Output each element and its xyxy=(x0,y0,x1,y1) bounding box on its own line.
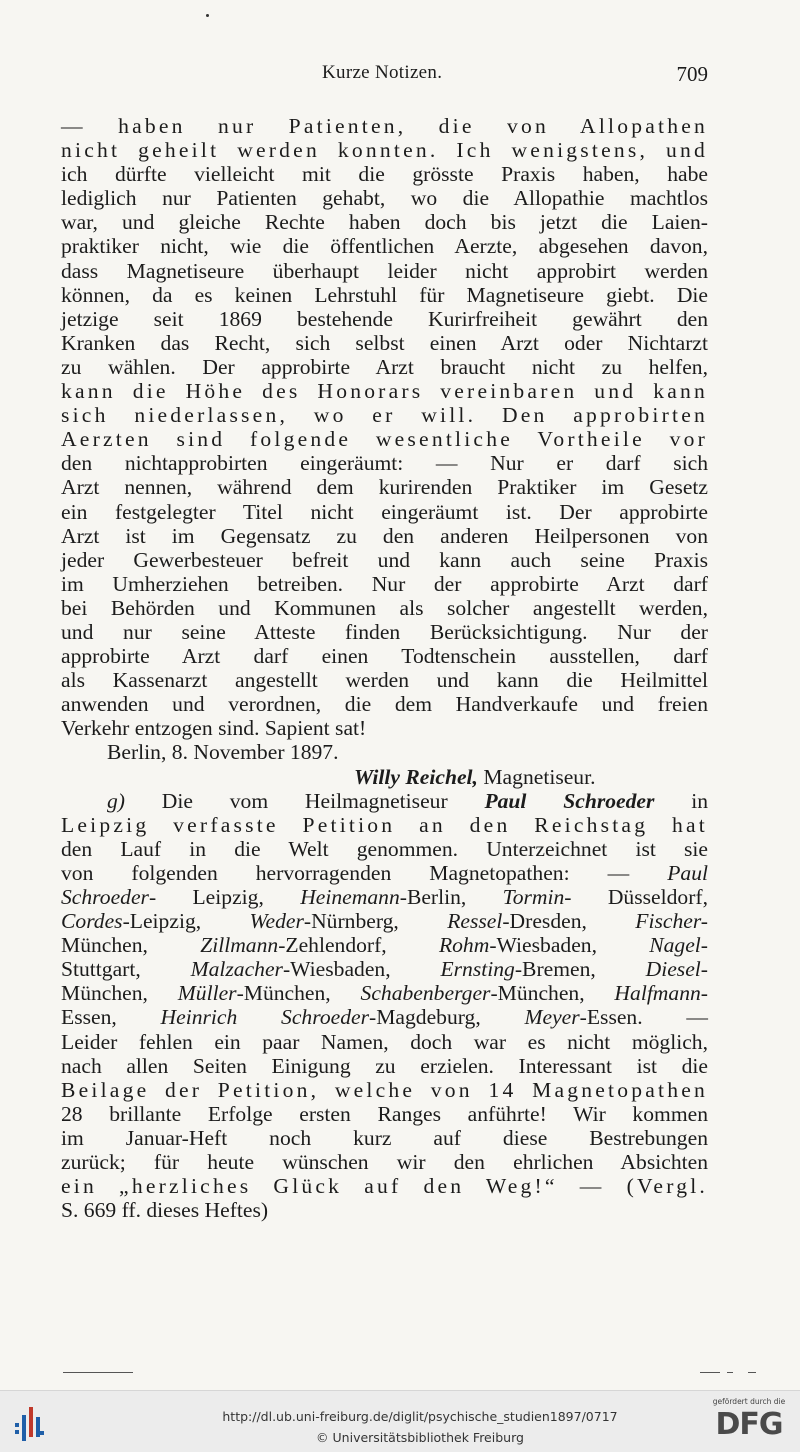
page-header xyxy=(60,62,710,92)
text-line: im Umherziehen betreiben. Nur der approbirte Arzt darf xyxy=(61,571,708,596)
running-title: Kurze Notizen. xyxy=(322,62,443,83)
text-line: jetzige seit 1869 bestehende Kurirfreiheit gewährt den xyxy=(61,306,708,331)
text-line: München, Müller-München, Schabenberger-München, Halfmann- xyxy=(61,981,708,1006)
text-line: Schroeder- Leipzig, Heinemann-Berlin, Tormin- Düsseldorf, xyxy=(61,885,708,909)
text-line: Kranken das Recht, sich selbst einen Arzt oder Nichtarzt xyxy=(61,330,708,355)
text-line: approbirte Arzt darf einen Todtenschein ausstellen, darf xyxy=(61,644,708,669)
signature-line xyxy=(61,765,708,789)
section-label: g) xyxy=(107,788,125,813)
text-line: jeder Gewerbesteuer befreit und kann auch seine Praxis xyxy=(61,547,708,572)
text-line: zu wählen. Der approbirte Arzt braucht nicht zu helfen, xyxy=(61,354,708,379)
text-line: S. 669 ff. dieses Heftes) xyxy=(61,1198,269,1223)
text-line: zurück; für heute wünschen wir den ehrlichen Absichten xyxy=(61,1150,708,1175)
text-line: Stuttgart, Malzacher-Wiesbaden, Ernsting-Bremen, Diesel- xyxy=(61,957,708,982)
text-line: Arzt ist im Gegensatz zu den anderen Heilpersonen von xyxy=(61,523,708,548)
dfg-logo xyxy=(706,1397,792,1447)
text-line: sich niederlassen, wo er will. Den approbirten xyxy=(61,403,708,428)
text-line: im Januar-Heft noch kurz auf diese Bestrebungen xyxy=(61,1125,708,1150)
text-line: können, da es keinen Lehrstuhl für Magnetiseure giebt. Die xyxy=(61,282,708,307)
text-line: den Lauf in die Welt genommen. Unterzeichnet ist sie xyxy=(61,836,708,861)
digital-library-footer xyxy=(0,1390,800,1452)
ub-freiburg-logo-icon xyxy=(12,1403,46,1443)
signature-role: Magnetiseur. xyxy=(483,764,596,789)
divider xyxy=(748,1372,756,1373)
page-body xyxy=(61,114,708,1222)
text-line: und nur seine Atteste finden Berücksichtigung. Nur der xyxy=(61,619,708,644)
text-line: — haben nur Patienten, die von Allopathen xyxy=(61,114,708,138)
page-bottom-rules xyxy=(0,1372,800,1376)
text-line: anwenden und verordnen, die dem Handverkaufe und freien xyxy=(61,692,708,717)
ink-speck xyxy=(206,14,209,17)
dfg-funding-caption: gefördert durch die xyxy=(712,1397,786,1406)
text-line: ein festgelegter Titel nicht eingeräumt ist. Der approbirte xyxy=(61,499,708,524)
text-line: Essen, Heinrich Schroeder-Magdeburg, Meyer-Essen. — xyxy=(61,1005,708,1030)
text-line: München, Zillmann-Zehlendorf, Rohm-Wiesbaden, Nagel- xyxy=(61,933,708,958)
text-line: lediglich nur Patienten gehabt, wo die Allopathie machtlos xyxy=(61,186,708,211)
text-line: den nichtapprobirten eingeräumt: — Nur er darf sich xyxy=(61,451,708,476)
text-line: Beilage der Petition, welche von 14 Magnetopathen xyxy=(61,1077,708,1102)
text-line: Verkehr entzogen sind. Sapient sat! xyxy=(61,716,367,741)
text-line: nicht geheilt werden konnten. Ich wenigstens, und xyxy=(61,138,708,163)
text-line: g) Die vom Heilmagnetiseur Paul Schroeder in xyxy=(107,788,708,813)
page-number: 709 xyxy=(676,62,708,86)
text-line: Cordes-Leipzig, Weder-Nürnberg, Ressel-Dresden, Fischer- xyxy=(61,909,708,934)
document-url[interactable]: http://dl.ub.uni-freiburg.de/diglit/psychische_studien1897/0717 xyxy=(222,1409,618,1424)
text-line: Leider fehlen ein paar Namen, doch war es nicht möglich, xyxy=(61,1029,708,1054)
signature-name: Willy Reichel, xyxy=(354,764,478,789)
text-line: praktiker nicht, wie die öffentlichen Aerzte, abgesehen davon, xyxy=(61,234,708,259)
person-name: Paul Schroeder xyxy=(484,788,655,813)
text-line: 28 brillante Erfolge ersten Ranges anführte! Wir kommen xyxy=(61,1101,708,1126)
text-line: nach allen Seiten Einigung zu erzielen. Interessant ist die xyxy=(61,1053,708,1078)
text-line: Aerzten sind folgende wesentliche Vortheile vor xyxy=(61,427,708,452)
divider xyxy=(727,1372,733,1373)
text-line: von folgenden hervorragenden Magnetopathen: — Paul xyxy=(61,860,708,885)
divider xyxy=(63,1372,133,1373)
copyright-notice: © Universitätsbibliothek Freiburg xyxy=(316,1430,524,1445)
text-line: ein „herzliches Glück auf den Weg!“ — (Vergl. xyxy=(61,1174,708,1199)
text-line: war, und gleiche Rechte haben doch bis jetzt die Laien- xyxy=(61,210,708,235)
text-line: kann die Höhe des Honorars vereinbaren und kann xyxy=(61,379,708,404)
text-line: bei Behörden und Kommunen als solcher angestellt werden, xyxy=(61,595,708,620)
text-line: dass Magnetiseure überhaupt leider nicht approbirt werden xyxy=(61,258,708,283)
text-line: Arzt nennen, während dem kurirenden Praktiker im Gesetz xyxy=(61,475,708,500)
text-line: ich dürfte vielleicht mit die grösste Praxis haben, habe xyxy=(61,162,708,187)
dateline: Berlin, 8. November 1897. xyxy=(107,740,339,765)
dfg-logo-text: DFG xyxy=(715,1407,783,1442)
divider xyxy=(700,1372,720,1373)
text-line: als Kassenarzt angestellt werden und kann die Heilmittel xyxy=(61,668,708,693)
text-line: Leipzig verfasste Petition an den Reichstag hat xyxy=(61,812,708,837)
